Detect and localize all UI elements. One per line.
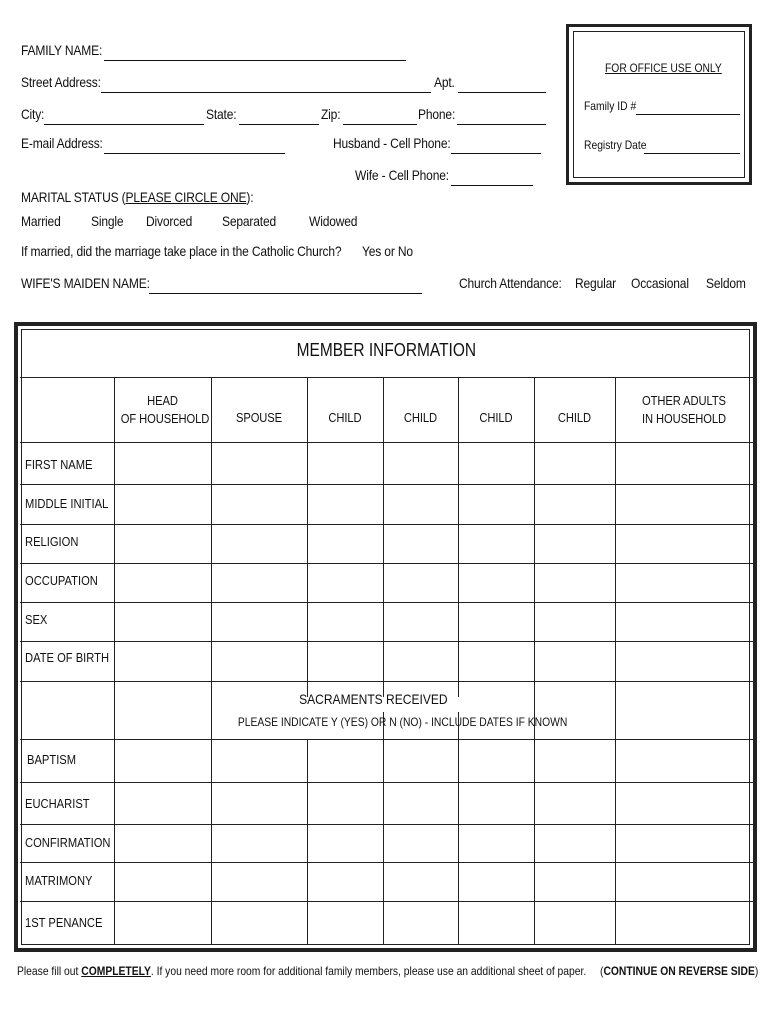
phone-field[interactable] (457, 124, 546, 125)
wife-cell-field[interactable] (451, 185, 533, 186)
row-religion: RELIGION (25, 534, 79, 549)
apt-field[interactable] (458, 92, 546, 93)
row-middle-initial: MIDDLE INITIAL (25, 496, 109, 511)
col-head-of-household: HEAD OF HOUSEHOLD (120, 393, 210, 426)
row-eucharist: EUCHARIST (25, 796, 90, 811)
family-name-field[interactable] (104, 60, 406, 61)
family-id-field[interactable] (636, 114, 740, 115)
row-occupation: OCCUPATION (25, 573, 98, 588)
marital-option-widowed[interactable]: Widowed (309, 213, 358, 229)
col-spouse: SPOUSE (235, 410, 283, 425)
col-child-4: CHILD (557, 410, 592, 425)
col-child-1: CHILD (328, 410, 362, 425)
row-sex: SEX (25, 612, 48, 627)
family-name-label: FAMILY NAME: (21, 42, 103, 58)
row-confirmation: CONFIRMATION (25, 835, 111, 850)
phone-label: Phone: (418, 106, 456, 122)
row-first-name: FIRST NAME (25, 457, 93, 472)
marital-option-divorced[interactable]: Divorced (146, 213, 193, 229)
state-label: State: (206, 106, 237, 122)
state-field[interactable] (239, 124, 319, 125)
registry-date-label: Registry Date (584, 138, 647, 152)
street-address-field[interactable] (101, 92, 431, 93)
email-label: E-mail Address: (21, 135, 103, 151)
attendance-option-occasional[interactable]: Occasional (631, 275, 689, 291)
row-1st-penance: 1ST PENANCE (25, 915, 103, 930)
street-address-label: Street Address: (21, 74, 101, 90)
zip-label: Zip: (321, 106, 341, 122)
office-use-title: FOR OFFICE USE ONLY (605, 61, 722, 75)
table-title: MEMBER INFORMATION (296, 340, 477, 360)
col-child-2: CHILD (403, 410, 438, 425)
city-field[interactable] (44, 124, 204, 125)
apt-label: Apt. (434, 74, 455, 90)
col-other-adults: OTHER ADULTS IN HOUSEHOLD (641, 393, 727, 426)
maiden-name-label: WIFE'S MAIDEN NAME: (21, 275, 150, 291)
sacraments-title: SACRAMENTS RECEIVED (299, 691, 448, 707)
husband-cell-label: Husband - Cell Phone: (333, 135, 451, 151)
husband-cell-field[interactable] (451, 153, 541, 154)
attendance-option-seldom[interactable]: Seldom (706, 275, 746, 291)
marital-option-single[interactable]: Single (91, 213, 124, 229)
family-id-label: Family ID # (584, 99, 637, 113)
email-field[interactable] (104, 153, 285, 154)
row-date-of-birth: DATE OF BIRTH (25, 650, 110, 665)
zip-field[interactable] (343, 124, 417, 125)
registry-date-field[interactable] (644, 153, 740, 154)
maiden-name-field[interactable] (149, 293, 422, 294)
marital-status-instruction: PLEASE CIRCLE ONE (125, 189, 247, 205)
catholic-question: If married, did the marriage take place in the Catholic Church? (21, 243, 342, 259)
marital-option-separated[interactable]: Separated (222, 213, 277, 229)
wife-cell-label: Wife - Cell Phone: (355, 167, 449, 183)
marital-option-married[interactable]: Married (21, 213, 61, 229)
col-child-3: CHILD (479, 410, 513, 425)
row-baptism: BAPTISM (27, 752, 77, 767)
attendance-label: Church Attendance: (459, 275, 562, 291)
city-label: City: (21, 106, 45, 122)
yes-or-no-option[interactable]: Yes or No (362, 243, 413, 259)
continue-note: (CONTINUE ON REVERSE SIDE) (600, 964, 759, 978)
attendance-option-regular[interactable]: Regular (575, 275, 616, 291)
row-matrimony: MATRIMONY (25, 873, 93, 888)
footer-emphasis: COMPLETELY (81, 964, 151, 978)
sacraments-instruction: PLEASE INDICATE Y (YES) OR N (NO) - INCLUDE DATES IF KNOWN (237, 715, 568, 729)
footer-note: Please fill out COMPLETELY. If you need more room for additional family members, please use an additional sheet of paper. (17, 964, 587, 978)
marital-status-label: MARITAL STATUS (PLEASE CIRCLE ONE): (21, 189, 254, 205)
